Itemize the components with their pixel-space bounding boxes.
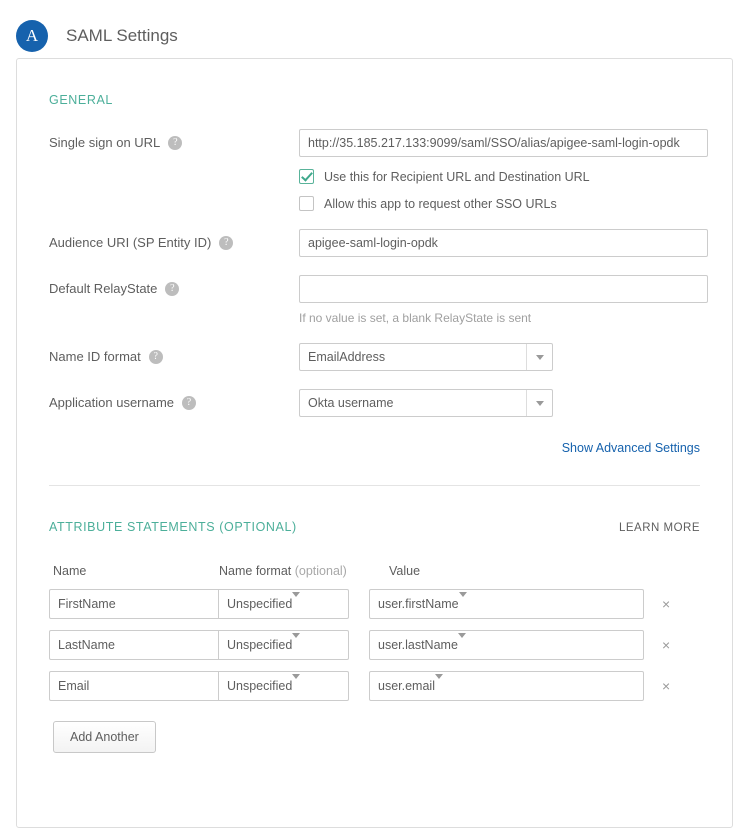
help-icon-name-id-format[interactable]: ? (149, 350, 163, 364)
chevron-down-icon[interactable] (526, 344, 552, 370)
help-icon-audience-uri[interactable]: ? (219, 236, 233, 250)
attribute-value-select[interactable] (369, 630, 644, 660)
attribute-format-value: Unspecified (227, 638, 293, 652)
row-application-username (49, 389, 700, 417)
attribute-statements-title-row (49, 486, 700, 538)
recipient-url-checkbox[interactable] (299, 169, 314, 184)
name-id-format-select[interactable] (299, 343, 553, 371)
row-name-id-format (49, 343, 700, 371)
help-icon-single-sign-on-url[interactable]: ? (168, 136, 182, 150)
general-section (17, 59, 732, 417)
avatar: A (16, 20, 48, 52)
chevron-down-icon[interactable] (292, 638, 300, 652)
label-text-default-relaystate: Default RelayState (49, 281, 158, 296)
label-text-single-sign-on-url: Single sign on URL (49, 135, 161, 150)
label-name-id-format (49, 343, 299, 364)
page-title: SAML Settings (66, 26, 178, 45)
attribute-value-text: user.firstName (378, 597, 459, 611)
column-header-value: Value (389, 564, 421, 578)
chevron-down-icon[interactable] (435, 679, 443, 693)
help-icon-application-username[interactable]: ? (182, 396, 196, 410)
recipient-url-checkbox-row[interactable] (299, 169, 708, 184)
attribute-name-input[interactable] (49, 630, 219, 660)
attribute-value-select[interactable] (369, 589, 644, 619)
attribute-name-input[interactable] (49, 589, 219, 619)
label-text-audience-uri: Audience URI (SP Entity ID) (49, 235, 212, 250)
row-default-relaystate (49, 275, 700, 325)
column-header-format-text: Name format (219, 564, 292, 578)
attribute-value-select[interactable] (369, 671, 644, 701)
attribute-format-select[interactable] (219, 589, 349, 619)
table-row (49, 671, 700, 701)
attribute-format-value: Unspecified (227, 679, 293, 693)
column-header-format-optional: (optional) (294, 564, 347, 578)
attribute-format-select[interactable] (219, 630, 349, 660)
chevron-down-icon[interactable] (292, 679, 300, 693)
remove-attribute-button[interactable]: × (662, 596, 671, 612)
learn-more-link[interactable]: LEARN MORE (618, 522, 700, 534)
audience-uri-input[interactable] (299, 229, 708, 257)
field-default-relaystate (299, 275, 708, 325)
help-icon-default-relaystate[interactable]: ? (165, 282, 179, 296)
other-sso-urls-checkbox[interactable] (299, 196, 314, 211)
label-text-name-id-format: Name ID format (49, 349, 141, 364)
row-audience-uri (49, 229, 700, 257)
label-default-relaystate (49, 275, 299, 296)
attribute-format-select[interactable] (219, 671, 349, 701)
label-text-application-username: Application username (49, 395, 175, 410)
chevron-down-icon[interactable] (459, 597, 467, 611)
recipient-url-checkbox-label: Use this for Recipient URL and Destination URL (324, 169, 590, 184)
application-username-value: Okta username (308, 396, 394, 410)
attribute-format-value: Unspecified (227, 597, 293, 611)
add-another-button[interactable]: Add Another (53, 721, 156, 753)
field-single-sign-on-url (299, 129, 708, 211)
row-single-sign-on-url (49, 129, 700, 211)
field-application-username (299, 389, 700, 417)
field-name-id-format (299, 343, 700, 371)
general-section-title: GENERAL (49, 93, 113, 107)
remove-attribute-button[interactable]: × (662, 637, 671, 653)
show-advanced-settings-link[interactable]: Show Advanced Settings (561, 441, 700, 455)
field-audience-uri (299, 229, 708, 257)
attribute-name-input[interactable] (49, 671, 219, 701)
chevron-down-icon[interactable] (458, 638, 466, 652)
attribute-value-text: user.email (378, 679, 435, 693)
other-sso-urls-checkbox-label: Allow this app to request other SSO URLs (324, 196, 557, 211)
advanced-settings-row (17, 417, 732, 457)
label-application-username (49, 389, 299, 410)
column-header-name: Name (53, 564, 87, 578)
column-header-format (219, 564, 389, 578)
attribute-value-text: user.lastName (378, 638, 458, 652)
attribute-table-header (49, 564, 700, 578)
saml-settings-panel (16, 58, 733, 828)
table-row (49, 589, 700, 619)
chevron-down-icon[interactable] (292, 597, 300, 611)
chevron-down-icon[interactable] (526, 390, 552, 416)
page-header (0, 0, 749, 56)
attribute-statements-section (17, 486, 732, 753)
attribute-statements-title: ATTRIBUTE STATEMENTS (OPTIONAL) (49, 520, 297, 534)
application-username-select[interactable] (299, 389, 553, 417)
label-single-sign-on-url (49, 129, 299, 150)
table-row (49, 630, 700, 660)
single-sign-on-url-input[interactable] (299, 129, 708, 157)
name-id-format-value: EmailAddress (308, 350, 386, 364)
other-sso-urls-checkbox-row[interactable] (299, 196, 708, 211)
default-relaystate-hint: If no value is set, a blank RelayState is sent (299, 311, 532, 325)
label-audience-uri (49, 229, 299, 250)
default-relaystate-input[interactable] (299, 275, 708, 303)
remove-attribute-button[interactable]: × (662, 678, 671, 694)
